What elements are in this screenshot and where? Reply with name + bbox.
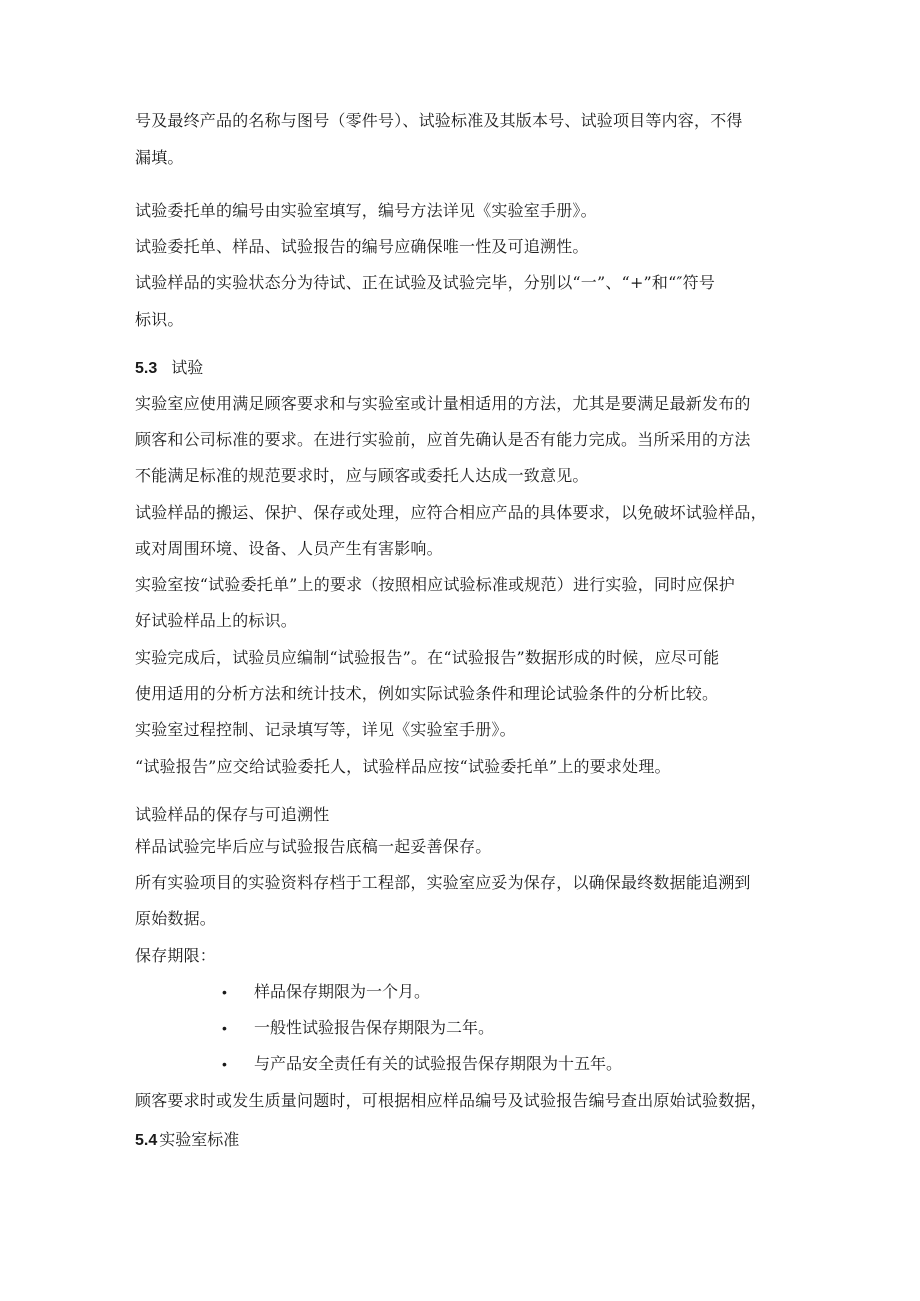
section-number: 5.3	[135, 360, 158, 377]
paragraph-line: 保存期限：	[135, 946, 217, 965]
paragraph-line: 实验完成后，试验员应编制“试验报告”。在“试验报告”数据形成的时候，应尽可能	[135, 648, 720, 667]
paragraph-line: 实验室按“试验委托单”上的要求（按照相应试验标准或规范）进行实验，同时应保护	[135, 575, 735, 594]
list-item-text: 一般性试验报告保存期限为二年。	[254, 1018, 495, 1037]
list-item	[222, 1018, 494, 1038]
section-number: 5.4	[135, 1132, 158, 1149]
paragraph-line: 试验委托单、样品、试验报告的编号应确保唯一性及可追溯性。	[135, 237, 589, 256]
paragraph-line: 顾客要求时或发生质量问题时，可根据相应样品编号及试验报告编号查出原始试验数据，	[135, 1091, 767, 1110]
list-item	[222, 1054, 622, 1074]
paragraph-line: 试验样品的实验状态分为待试、正在试验及试验完毕，分别以“一”、“+”和“″符号	[135, 273, 716, 292]
list-item	[222, 982, 430, 1002]
paragraph-line: 号及最终产品的名称与图号（零件号）、试验标准及其版本号、试验项目等内容，不得	[135, 111, 743, 130]
paragraph-line: 使用适用的分析方法和统计技术，例如实际试验条件和理论试验条件的分析比较。	[135, 684, 719, 703]
paragraph-line: 实验室应使用满足顾客要求和与实验室或计量相适用的方法，尤其是要满足最新发布的	[135, 394, 751, 413]
bullet-icon: •	[222, 984, 227, 1000]
paragraph-line: 试验委托单的编号由实验室填写，编号方法详见《实验室手册》。	[135, 201, 597, 220]
section-title: 实验室标准	[159, 1130, 240, 1149]
paragraph-line: 不能满足标准的规范要求时，应与顾客或委托人达成一致意见。	[135, 466, 589, 485]
paragraph-line: 所有实验项目的实验资料存档于工程部，实验室应妥为保存，以确保最终数据能追溯到	[135, 873, 751, 892]
bullet-icon: •	[222, 1020, 227, 1036]
subsection-title: 试验样品的保存与可追溯性	[135, 805, 330, 824]
section-heading-5-4	[135, 1130, 239, 1151]
section-title: 试验	[171, 358, 204, 377]
paragraph-line: 实验室过程控制、记录填写等，详见《实验室手册》。	[135, 720, 516, 739]
paragraph-line: 原始数据。	[135, 909, 217, 928]
paragraph-line: 标识。	[135, 310, 184, 329]
paragraph-line: 顾客和公司标准的要求。在进行实验前，应首先确认是否有能力完成。当所采用的方法	[135, 430, 751, 449]
paragraph-line: 好试验样品上的标识。	[135, 611, 298, 630]
paragraph-line: 漏填。	[135, 148, 184, 167]
paragraph-line: 试验样品的搬运、保护、保存或处理，应符合相应产品的具体要求，以免破坏试验样品，	[135, 503, 767, 522]
list-item-text: 与产品安全责任有关的试验报告保存期限为十五年。	[254, 1054, 623, 1073]
paragraph-line: 或对周围环境、设备、人员产生有害影响。	[135, 539, 443, 558]
section-heading-5-3	[135, 358, 203, 379]
list-item-text: 样品保存期限为一个月。	[254, 982, 431, 1001]
paragraph-line: “试验报告”应交给试验委托人，试验样品应按“试验委托单”上的要求处理。	[135, 757, 671, 776]
paragraph-line: 样品试验完毕后应与试验报告底稿一起妥善保存。	[135, 837, 492, 856]
bullet-icon: •	[222, 1056, 227, 1072]
